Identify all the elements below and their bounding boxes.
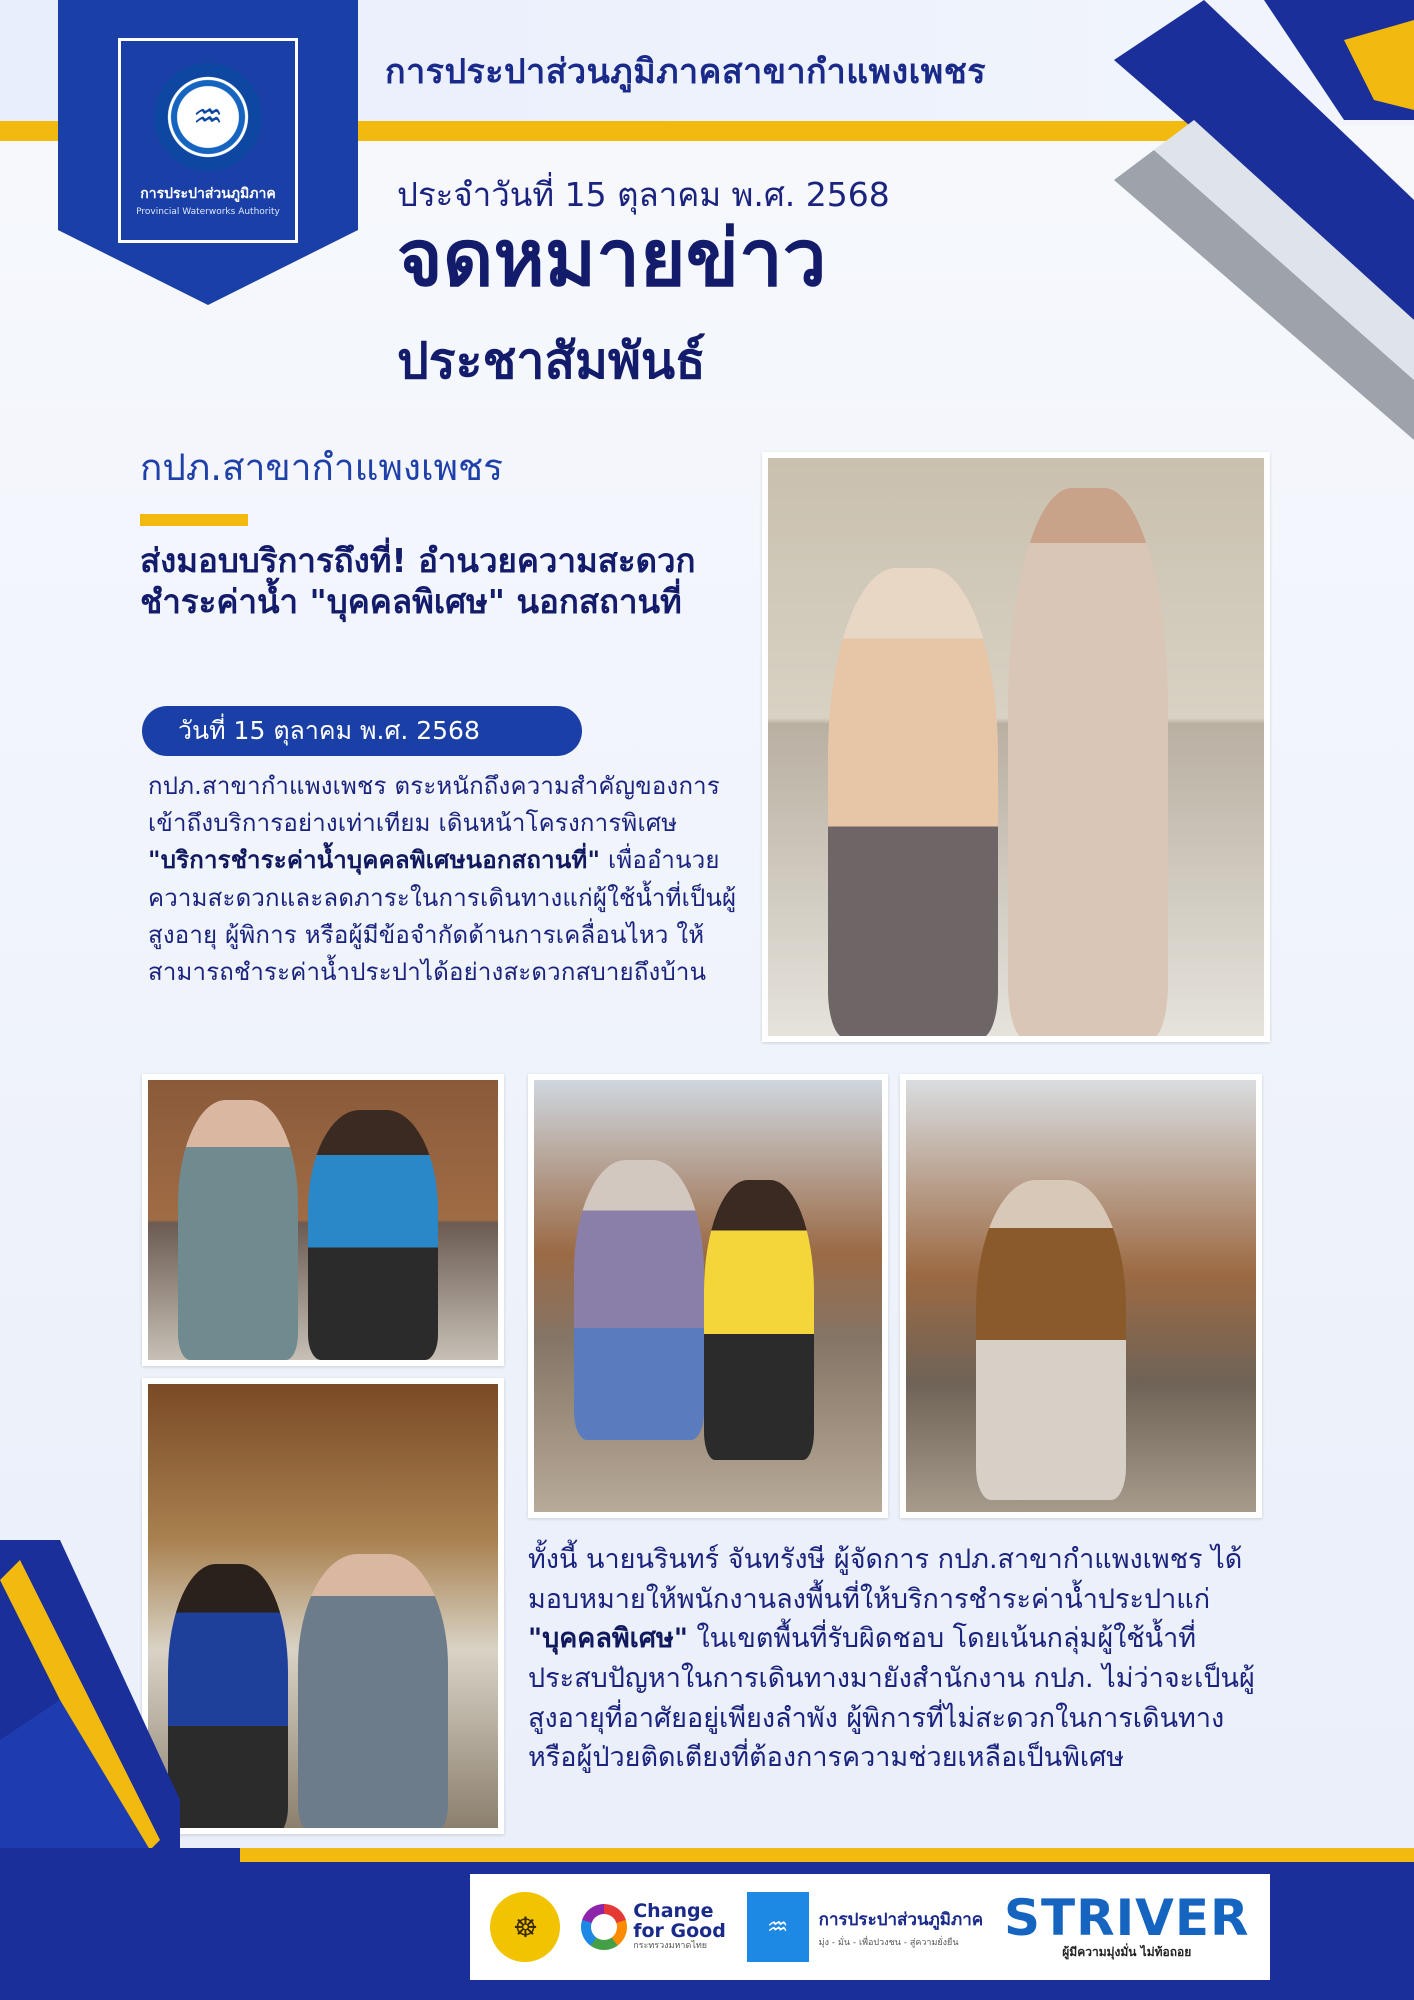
corner-decoration bbox=[1114, 0, 1414, 440]
article-date: วันที่ 15 ตุลาคม พ.ศ. 2568 bbox=[178, 716, 480, 745]
photo-visit-3 bbox=[900, 1074, 1262, 1518]
pwa-name: การประปาส่วนภูมิภาค bbox=[818, 1909, 984, 1930]
striver-slogan: ผู้มีความมุ่งมั่น ไม่ท้อถอย bbox=[1062, 1944, 1192, 1959]
logo-badge-frame bbox=[118, 38, 298, 243]
pwa-logo bbox=[747, 1892, 983, 1962]
cfg-line1: Change bbox=[633, 1900, 714, 1923]
ministry-seal-logo bbox=[490, 1892, 560, 1962]
issue-date: ประจำวันที่ 15 ตุลาคม พ.ศ. 2568 bbox=[397, 175, 890, 214]
pwa-slogan: มุ่ง - มั่น - เพื่อปวงชน - สู่ความยั่งยืน bbox=[818, 1937, 959, 1948]
footer-gold-line bbox=[240, 1848, 1414, 1862]
branch-accent-bar bbox=[140, 514, 248, 526]
badge-org-name-th: การประปาส่วนภูมิภาค bbox=[140, 186, 276, 202]
badge-org-name-en: Provincial Waterworks Authority bbox=[136, 207, 280, 217]
article-body bbox=[528, 1540, 1268, 1778]
intro-part-b: เพื่ออำนวยความสะดวกและลดภาระในการเดินทางแก่ผู้ใช้น้ำที่เป็นผู้สูงอายุ ผู้พิการ หรือผู้มีข้อจำกัดด้านการเคลื่อนไหว ให้สามารถชำระค่าน้ำประปาได้อย่างสะดวกสบายถึงบ้าน bbox=[148, 846, 737, 986]
striver-logo bbox=[1003, 1888, 1250, 1962]
body-part-b: ในเขตพื้นที่รับผิดชอบ โดยเน้นกลุ่มผู้ใช้น้ำที่ประสบปัญหาในการเดินทางมายังสำนักงาน กปภ. ไม่ว่าจะเป็นผู้สูงอายุที่อาศัยอยู่เพียงลำพัง ผู้พิการที่ไม่สะดวกในการเดินทาง หรือผู้ป่วยติดเตียงที่ต้องการความช่วยเหลือเป็นพิเศษ bbox=[528, 1623, 1255, 1774]
footer-logo-strip bbox=[470, 1874, 1270, 1980]
striver-wordmark: STRIVER bbox=[1003, 1888, 1250, 1947]
intro-part-a: กปภ.สาขากำแพงเพชร ตระหนักถึงความสำคัญของการเข้าถึงบริการอย่างเท่าเทียม เดินหน้าโครงการพิเศษ bbox=[148, 772, 720, 838]
newsletter-subtitle: ประชาสัมพันธ์ bbox=[397, 332, 706, 390]
body-bold: "บุคคลพิเศษ" bbox=[528, 1623, 688, 1655]
intro-bold: "บริการชำระค่าน้ำบุคคลพิเศษนอกสถานที่" bbox=[148, 846, 601, 875]
photo-visit-2 bbox=[528, 1074, 888, 1518]
pwa-emblem-icon: ♒ bbox=[154, 63, 262, 171]
branch-name: กปภ.สาขากำแพงเพชร bbox=[140, 446, 503, 489]
article-date-pill bbox=[142, 706, 582, 756]
photo-visit-1 bbox=[142, 1074, 504, 1366]
ministry-seal-icon: ☸ bbox=[490, 1892, 560, 1962]
body-part-a: ทั้งนี้ นายนรินทร์ จันทรังษี ผู้จัดการ กปภ.สาขากำแพงเพชร ได้มอบหมายให้พนักงานลงพื้นที่ให้บริการชำระค่าน้ำประปาแก่ bbox=[528, 1544, 1243, 1615]
article-intro bbox=[148, 768, 743, 991]
cfg-line2: for Good bbox=[633, 1920, 726, 1943]
cfg-ministry: กระทรวงมหาดไทย bbox=[633, 1941, 708, 1952]
pwa-logo-icon: ♒ bbox=[747, 1892, 809, 1962]
photo-main bbox=[762, 452, 1270, 1042]
change-for-good-logo bbox=[581, 1902, 726, 1951]
newsletter-title: จดหมายข่าว bbox=[397, 214, 827, 304]
change-for-good-ring-icon bbox=[581, 1904, 627, 1950]
org-title: การประปาส่วนภูมิภาคสาขากำแพงเพชร bbox=[385, 52, 987, 92]
article-headline: ส่งมอบบริการถึงที่! อำนวยความสะดวกชำระค่าน้ำ "บุคคลพิเศษ" นอกสถานที่ bbox=[140, 541, 696, 622]
